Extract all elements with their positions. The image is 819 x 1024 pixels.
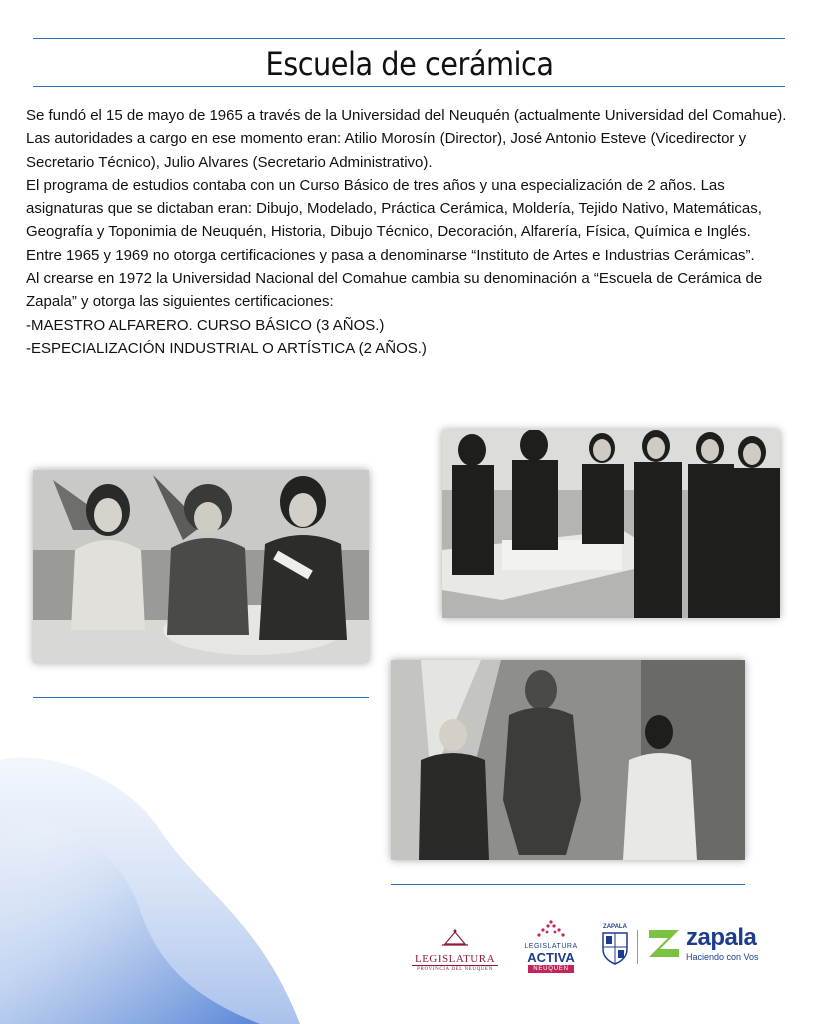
legislatura-building-icon	[412, 928, 498, 948]
logo-zapala	[646, 925, 776, 969]
paragraph-1972: Al crearse en 1972 la Universidad Nacional del Comahue cambia su denominación a “Escuela de Cerámica de Zapala” y otorga las siguientes certificaciones:	[26, 270, 763, 311]
logo-legislatura	[412, 928, 498, 972]
legislatura-province: PROVINCIA DEL NEUQUÉN	[412, 965, 498, 973]
logo-separator	[637, 930, 638, 964]
body-text	[26, 104, 796, 360]
paragraph-founding: Se fundó el 15 de mayo de 1965 a través de la Universidad del Neuquén (actualmente Universidad del Comahue). Las autoridades a cargo en ese momento eran: Atilio Morosín (Director), José Antonio Esteve (Vicedirector y Secretario Técnico), Julio Alvares (Secretario Administrativo).	[26, 107, 787, 171]
shield-label: ZAPALA	[603, 924, 627, 930]
legislatura-activa-line2: ACTIVA	[527, 950, 575, 965]
legislatura-activa-line3: NEUQUÉN	[528, 965, 574, 973]
photo-officials	[442, 430, 780, 618]
top-rule	[33, 38, 785, 39]
certification-maestro: -MAESTRO ALFARERO. CURSO BÁSICO (3 AÑOS.)	[26, 316, 385, 334]
paragraph-1965-1969: Entre 1965 y 1969 no otorga certificaciones y pasa a denominarse “Instituto de Artes e Industrias Cerámicas”.	[26, 246, 755, 264]
certification-especializacion: -ESPECIALIZACIÓN INDUSTRIAL O ARTÍSTICA (2 AÑOS.)	[26, 339, 427, 357]
legislatura-activa-line1: LEGISLATURA	[524, 943, 578, 950]
decorative-wave	[0, 740, 300, 1024]
zapala-name: zapala	[686, 924, 757, 951]
logo-legislatura-activa	[518, 920, 584, 972]
photo-divider-left	[33, 697, 369, 698]
zapala-z-icon	[646, 927, 682, 959]
photo-sculpture	[391, 660, 745, 860]
photo-divider-right	[391, 884, 745, 885]
page-title: Escuela de cerámica	[265, 45, 554, 83]
photo-three-students	[33, 470, 369, 663]
title-underline	[33, 86, 785, 87]
legislatura-name: LEGISLATURA	[414, 953, 496, 965]
shield-icon	[600, 931, 630, 965]
logo-zapala-shield	[600, 924, 630, 966]
zapala-tagline: Haciendo con Vos	[686, 952, 759, 962]
dots-arc-icon	[518, 920, 584, 938]
paragraph-program: El programa de estudios contaba con un Curso Básico de tres años y una especialización de 2 años. Las asignaturas que se dictaban eran: Dibujo, Modelado, Práctica Cerámica, Moldería, Tejido Nativo, Matemáticas, Geografía y Toponimia de Neuquén, Historia, Dibujo Técnico, Decoración, Alfarería, Física, Química e Inglés.	[26, 176, 762, 241]
